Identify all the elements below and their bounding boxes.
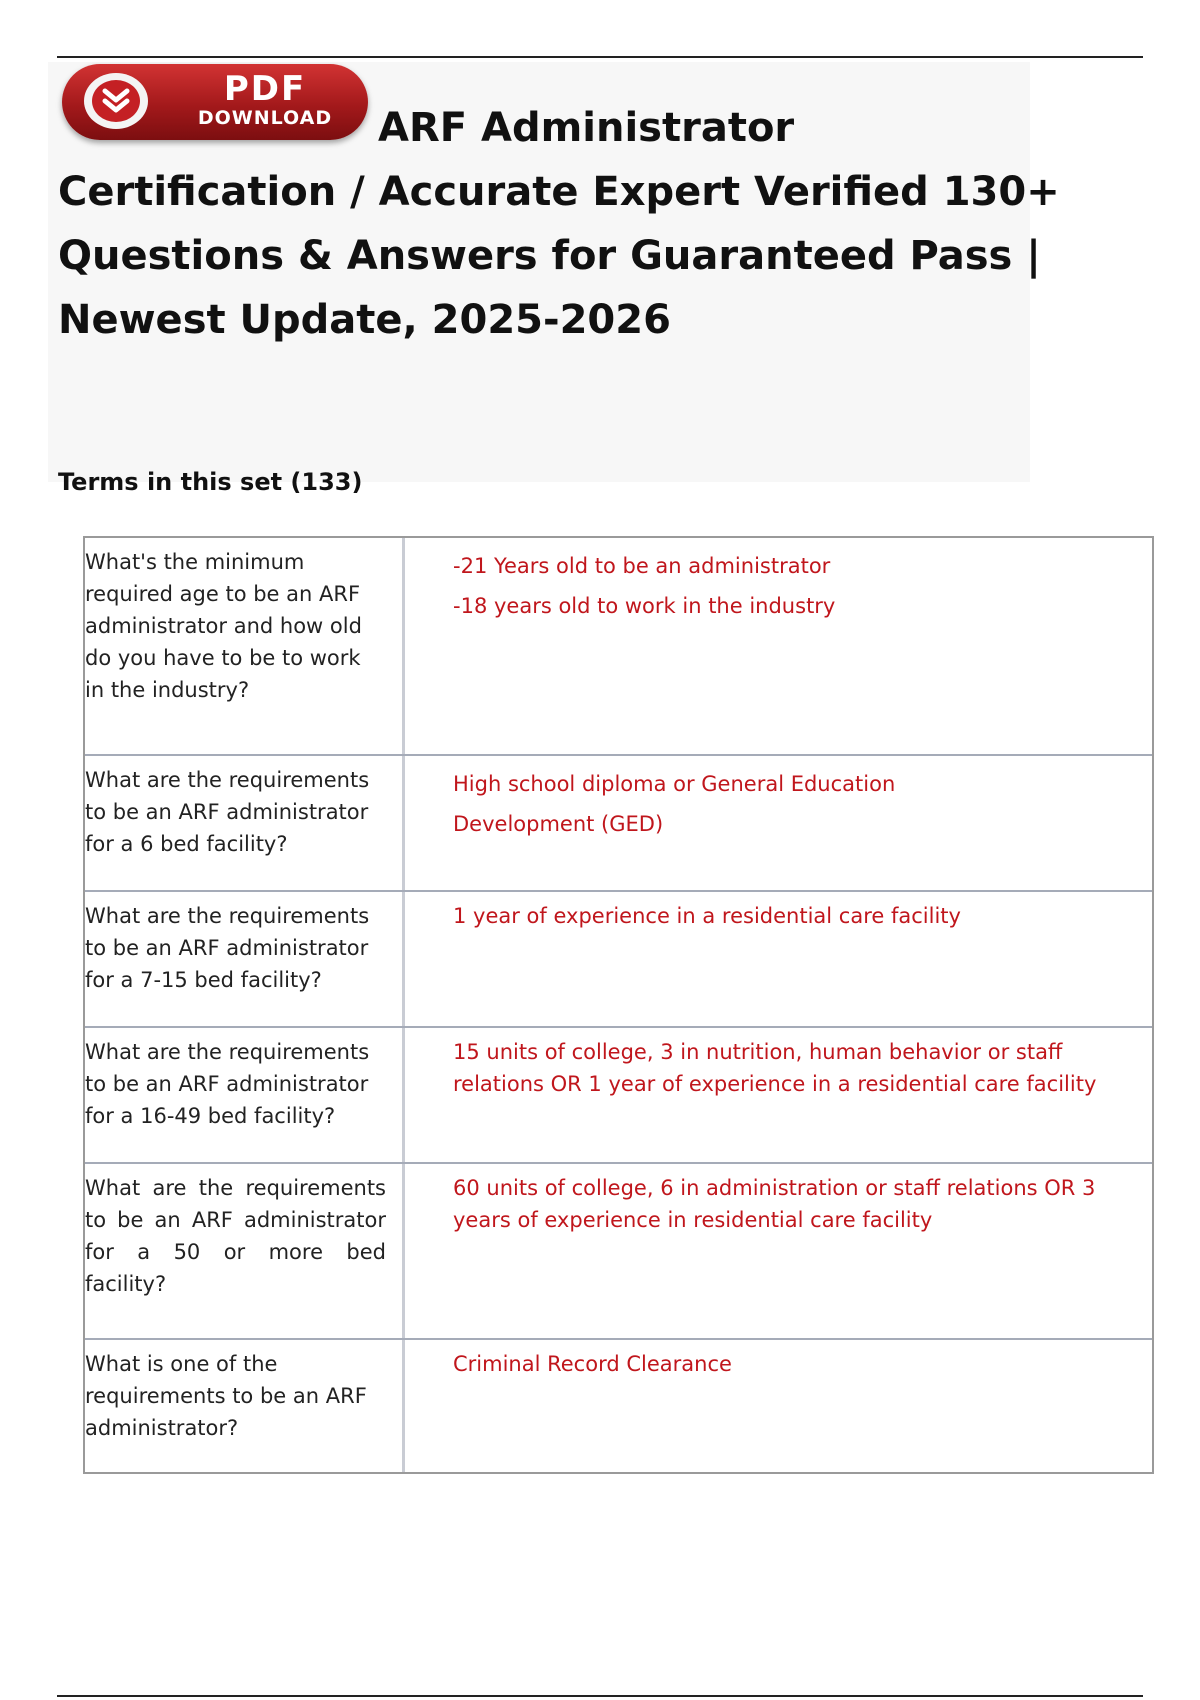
badge-label-download: DOWNLOAD [197,107,333,129]
answer-cell [405,1028,1152,1162]
answer-line: 60 units of college, 6 in administration or staff relations OR 3 years of experience in residential care facility [453,1176,1096,1232]
answer-line: 15 units of college, 3 in nutrition, human behavior or staff relations OR 1 year of experience in a residential care facility [453,1040,1097,1096]
question-cell: What is one of the requirements to be an ARF administrator? [85,1340,405,1472]
terms-heading: Terms in this set (133) [58,468,363,496]
answer-line: -21 Years old to be an administrator [453,554,831,578]
answer-cell [405,892,1152,1026]
question-cell: What are the requirements to be an ARF administrator for a 6 bed facility? [85,756,405,890]
answer-cell [405,538,1152,754]
top-rule [57,56,1143,58]
answer-cell [405,756,1152,890]
table-row [85,1162,1152,1338]
qa-table [83,536,1154,1474]
answer-line: 1 year of experience in a residential care facility [453,904,961,928]
badge-label-pdf: PDF [223,69,307,109]
table-row [85,1026,1152,1162]
answer-cell [405,1340,1152,1472]
answer-line: High school diploma or General Education [453,772,896,796]
answer-line: Development (GED) [453,812,664,836]
answer-cell [405,1164,1152,1338]
question-cell: What are the requirements to be an ARF administrator for a 50 or more bed facility? [85,1164,405,1338]
answer-line: -18 years old to work in the industry [453,594,836,618]
table-row [85,538,1152,754]
answer-line: Criminal Record Clearance [453,1352,732,1376]
question-cell: What are the requirements to be an ARF administrator for a 7-15 bed facility? [85,892,405,1026]
table-row [85,890,1152,1026]
table-row [85,754,1152,890]
table-row [85,1338,1152,1472]
question-cell: What's the minimum required age to be an ARF administrator and how old do you have to be to work in the industry? [85,538,405,754]
question-cell: What are the requirements to be an ARF administrator for a 16-49 bed facility? [85,1028,405,1162]
document-title: ARF Administrator Certification / Accurate Expert Verified 130+ Questions & Answers for Guaranteed Pass | Newest Update, 2025-2026 [58,105,1060,343]
bottom-rule [57,1695,1143,1697]
